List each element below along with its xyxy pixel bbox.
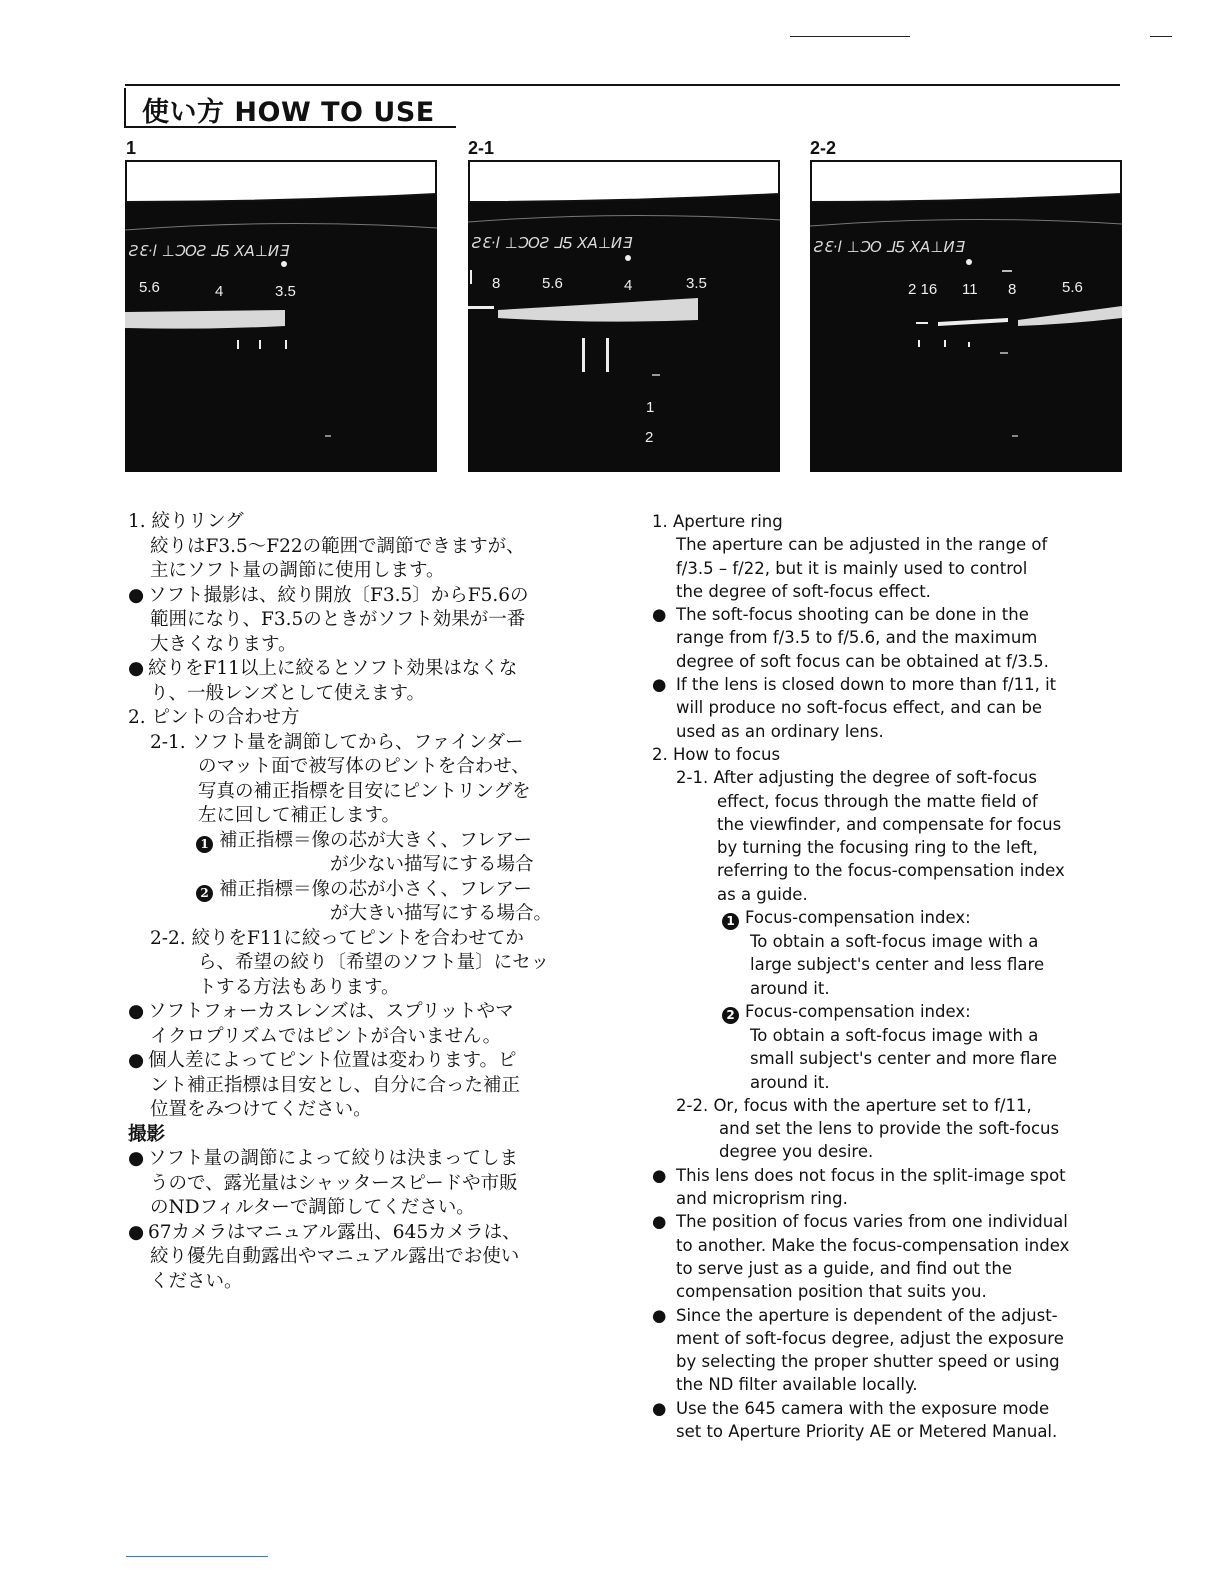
jp-text-line: ソフト撮影は、絞り開放〔F3.5〕からF5.6の bbox=[148, 584, 529, 606]
en-text-line: 2-1. After adjusting the degree of soft-focus bbox=[676, 768, 1037, 788]
aperture-scale-value: 3.5 bbox=[275, 283, 296, 300]
en-text-line: If the lens is closed down to more than f/11, it bbox=[676, 675, 1057, 695]
footer-rule bbox=[126, 1556, 268, 1557]
en-text-line: around it. bbox=[750, 1072, 830, 1092]
en-text-line: This lens does not focus in the split-image spot bbox=[676, 1165, 1066, 1185]
en-text-line: effect, focus through the matte field of bbox=[717, 791, 1038, 811]
jp-text-line: が少ない描写にする場合 bbox=[330, 854, 534, 875]
jp-text-line: 左に回して補正します。 bbox=[198, 805, 401, 826]
header-rule bbox=[125, 84, 1120, 86]
jp-text-line: 補正指標＝像の芯が大きく、フレアー bbox=[219, 829, 532, 851]
jp-text-line: イクロプリズムではピントが合いません。 bbox=[150, 1025, 502, 1047]
aperture-scale-value: 5.6 bbox=[1062, 279, 1083, 296]
jp-text-line: 67カメラはマニュアル露出、645カメラは、 bbox=[148, 1221, 521, 1243]
jp-heading: 1. 絞りリング bbox=[128, 511, 244, 532]
section-header bbox=[124, 88, 456, 128]
compensation-mark: 2 bbox=[645, 429, 654, 446]
aperture-scale-value: 2 16 bbox=[908, 281, 938, 298]
en-text-line: large subject's center and less flare bbox=[750, 955, 1045, 975]
en-text-line: referring to the focus-compensation index bbox=[717, 861, 1065, 881]
en-text-line: to serve just as a guide, and find out the bbox=[676, 1258, 1012, 1278]
en-text-line: and microprism ring. bbox=[676, 1189, 848, 1209]
jp-text-line: 写真の補正指標を目安にピントリングを bbox=[198, 780, 531, 802]
jp-text-line: 大きくなります。 bbox=[150, 633, 297, 655]
en-text-line: The soft-focus shooting can be done in the bbox=[676, 605, 1029, 625]
jp-text-line: 2-2. 絞りをF11に絞ってピントを合わせてか bbox=[150, 927, 524, 949]
en-text-line: by turning the focusing ring to the left, bbox=[717, 838, 1038, 858]
bullet: ● bbox=[128, 1001, 145, 1022]
en-text-line: the degree of soft-focus effect. bbox=[676, 581, 931, 601]
page-title: 使い方 HOW TO USE bbox=[142, 97, 435, 128]
en-text-line: by selecting the proper shutter speed or using bbox=[676, 1352, 1060, 1372]
figure-lens-2-2 bbox=[810, 160, 1122, 472]
en-text-line: range from f/3.5 to f/5.6, and the maximum bbox=[676, 628, 1038, 648]
en-text-line: The position of focus varies from one individual bbox=[676, 1212, 1068, 1232]
en-text-line: as a guide. bbox=[717, 884, 808, 904]
jp-text-line: 位置をみつけてください。 bbox=[150, 1099, 372, 1120]
en-heading: 1. Aperture ring bbox=[652, 512, 783, 531]
aperture-scale-value: 4 bbox=[215, 283, 224, 300]
jp-text-line: ください。 bbox=[150, 1270, 243, 1292]
aperture-scale-value: 11 bbox=[962, 281, 978, 298]
bullet: ● bbox=[128, 1221, 145, 1243]
en-text-line: To obtain a soft-focus image with a bbox=[750, 1025, 1039, 1045]
japanese-instructions bbox=[128, 510, 608, 1294]
index-1-icon: 1 bbox=[722, 913, 739, 930]
lens-engraving: ƧƐ·l ⊥ƆO ⅃Ƽ XA⊥ИƎ bbox=[814, 238, 965, 256]
aperture-scale-value: 8 bbox=[1008, 281, 1017, 298]
aperture-scale-value: 3.5 bbox=[686, 275, 707, 292]
index-2-icon: 2 bbox=[722, 1007, 739, 1024]
en-text-line: and set the lens to provide the soft-focus bbox=[719, 1119, 1060, 1139]
jp-text-line: 個人差によってピント位置は変わります。ピ bbox=[148, 1050, 517, 1071]
scan-artifact-line bbox=[1150, 36, 1172, 37]
jp-text-line: ント補正指標は目安とし、自分に合った補正 bbox=[150, 1074, 521, 1096]
jp-text-line: 絞り優先自動露出やマニュアル露出でお使い bbox=[150, 1246, 520, 1267]
jp-text-line: 絞りはF3.5～F22の範囲で調節できますが、 bbox=[150, 535, 525, 557]
en-text-line: around it. bbox=[750, 978, 830, 998]
en-heading: 2. How to focus bbox=[652, 744, 781, 764]
jp-text-line: り、一般レンズとして使えます。 bbox=[150, 682, 426, 704]
jp-text-line: トする方法もあります。 bbox=[198, 976, 400, 998]
en-text-line: used as an ordinary lens. bbox=[676, 721, 884, 741]
figure-number: 1 bbox=[126, 138, 137, 158]
jp-text-line: 範囲になり、F3.5のときがソフト効果が一番 bbox=[150, 609, 526, 630]
en-text-line: small subject's center and more flare bbox=[750, 1049, 1058, 1069]
en-text-line: The aperture can be adjusted in the range of bbox=[676, 535, 1048, 555]
lens-engraving: ƧƐ·l ⊥ƆOƧ ⅃Ƽ XA⊥ИƎ bbox=[129, 242, 289, 260]
en-text-line: 2-2. Or, focus with the aperture set to f/11, bbox=[676, 1095, 1032, 1115]
en-text-line: set to Aperture Priority AE or Metered Manual. bbox=[676, 1421, 1058, 1441]
jp-text-line: うので、露光量はシャッタースピードや市販 bbox=[150, 1172, 518, 1194]
en-text-line: Focus-compensation index: bbox=[745, 908, 971, 928]
aperture-scale-value: 5.6 bbox=[139, 279, 160, 296]
en-text-line: To obtain a soft-focus image with a bbox=[750, 932, 1039, 952]
jp-text-line: のNDフィルターで調節してください。 bbox=[150, 1197, 475, 1218]
jp-text-line: ら、希望の絞り〔希望のソフト量〕にセッ bbox=[198, 952, 550, 973]
bullet: ● bbox=[128, 658, 145, 679]
en-text-line: the ND filter available locally. bbox=[676, 1375, 918, 1395]
en-text-line: degree you desire. bbox=[719, 1142, 874, 1162]
bullet: ● bbox=[128, 1148, 145, 1169]
bullet: ● bbox=[652, 675, 667, 695]
jp-text-line: 主にソフト量の調節に使用します。 bbox=[150, 560, 445, 581]
bullet: ● bbox=[128, 584, 145, 606]
jp-text-line: が大きい描写にする場合。 bbox=[330, 903, 553, 924]
aperture-scale-value: 4 bbox=[624, 277, 633, 294]
figure-lens-2-1 bbox=[468, 160, 780, 472]
figure-lens-1 bbox=[125, 160, 437, 472]
compensation-mark: 1 bbox=[646, 399, 655, 416]
english-instructions bbox=[652, 510, 1132, 1443]
aperture-scale-value: 5.6 bbox=[542, 275, 563, 292]
en-text-line: Focus-compensation index: bbox=[745, 1001, 971, 1021]
en-text-line: compensation position that suits you. bbox=[676, 1282, 987, 1302]
jp-text-line: ソフト量の調節によって絞りは決まってしま bbox=[148, 1148, 519, 1169]
jp-heading: 2. ピントの合わせ方 bbox=[128, 707, 300, 728]
index-1-icon: 1 bbox=[196, 836, 213, 853]
en-text-line: Since the aperture is dependent of the adjust- bbox=[676, 1305, 1058, 1325]
en-text-line: degree of soft focus can be obtained at f/3.5. bbox=[676, 651, 1049, 671]
bullet: ● bbox=[652, 1212, 667, 1232]
jp-text-line: ソフトフォーカスレンズは、スプリットやマ bbox=[148, 1001, 514, 1022]
en-text-line: ment of soft-focus degree, adjust the exposure bbox=[676, 1328, 1064, 1348]
bullet: ● bbox=[652, 1305, 667, 1325]
en-text-line: f/3.5 – f/22, but it is mainly used to control bbox=[676, 558, 1028, 578]
jp-heading: 撮影 bbox=[128, 1123, 166, 1145]
en-text-line: to another. Make the focus-compensation index bbox=[676, 1235, 1070, 1255]
bullet: ● bbox=[128, 1050, 145, 1071]
en-text-line: the viewfinder, and compensate for focus bbox=[717, 814, 1062, 834]
figure-number: 2-1 bbox=[468, 138, 495, 158]
jp-text-line: 絞りをF11以上に絞るとソフト効果はなくな bbox=[148, 658, 518, 679]
scan-artifact-line bbox=[790, 36, 910, 37]
en-text-line: will produce no soft-focus effect, and can be bbox=[676, 698, 1043, 718]
index-2-icon: 2 bbox=[196, 885, 213, 902]
lens-engraving: ƧƐ·l ⊥ƆOƧ ⅃Ƽ XA⊥ИƎ bbox=[472, 234, 632, 252]
jp-text-line: 補正指標＝像の芯が小さく、フレアー bbox=[219, 878, 532, 900]
en-text-line: Use the 645 camera with the exposure mode bbox=[676, 1398, 1050, 1418]
aperture-scale-value: 8 bbox=[492, 275, 501, 292]
bullet: ● bbox=[652, 1398, 667, 1418]
figure-number: 2-2 bbox=[810, 138, 837, 158]
bullet: ● bbox=[652, 605, 667, 625]
bullet: ● bbox=[652, 1165, 667, 1185]
jp-text-line: のマット面で被写体のピントを合わせ、 bbox=[198, 756, 530, 777]
jp-text-line: 2-1. ソフト量を調節してから、ファインダー bbox=[150, 731, 524, 753]
